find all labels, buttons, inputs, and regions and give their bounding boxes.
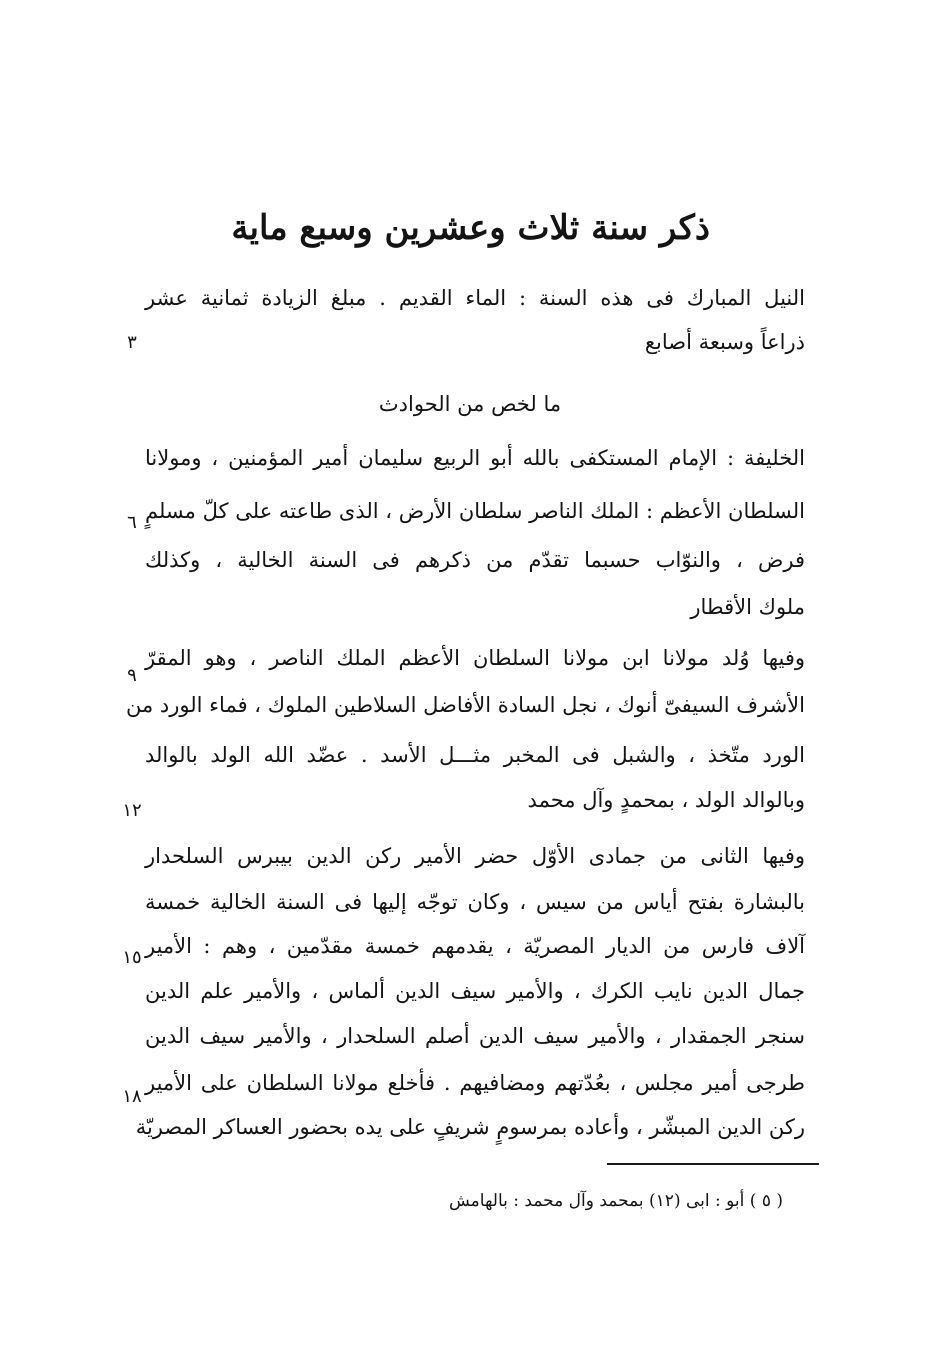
footnote-divider — [607, 1163, 819, 1165]
text-line: وبالوالد الولد ، بمحمدٍ وآل محمد — [527, 788, 805, 812]
text-line: السلطان الأعظم : الملك الناصر سلطان الأرض ، الذى طاعته على كلّ مسلمٍ — [145, 499, 805, 523]
line-number: ٩ — [127, 665, 137, 686]
text-line: الخليفة : الإمام المستكفى بالله أبو الربيع سليمان أمير المؤمنين ، ومولانا — [145, 446, 805, 470]
text-line: النيل المبارك فى هذه السنة : الماء القديم . مبلغ الزيادة ثمانية عشر — [145, 286, 805, 310]
text-line: بالبشارة بفتح أياس من سيس ، وكان توجّه إليها فى السنة الخالية خمسة — [145, 890, 805, 914]
text-line: ركن الدين المبشّر ، وأعاده بمرسومٍ شريفٍ على يده بحضور العساكر المصريّة — [135, 1115, 805, 1139]
text-line: فرض ، والنوّاب حسبما تقدّم من ذكرهم فى السنة الخالية ، وكذلك — [145, 548, 805, 572]
line-number: ١٨ — [122, 1086, 142, 1107]
text-line: طرجى أمير مجلس ، بعُدّتهم ومضافيهم . فأخلع مولانا السلطان على الأمير — [145, 1071, 805, 1095]
text-line: الأشرف السيفىّ أنوك ، نجل السادة الأفاضل السلاطين الملوك ، فماء الورد من — [126, 693, 805, 717]
line-number: ١٥ — [122, 947, 142, 968]
line-number: ٣ — [127, 332, 137, 353]
text-line: ذراعاً وسبعة أصابع — [644, 330, 805, 354]
text-line: الورد متّخذ ، والشبل فى المخبر مثـــل الأسد . عضّد الله الولد بالوالد — [145, 743, 805, 767]
footnote: ( ٥ ) أبو : ابى (١٢) بمحمد وآل محمد : بالهامش — [449, 1191, 783, 1211]
text-line: جمال الدين نايب الكرك ، والأمير سيف الدين ألماس ، والأمير علم الدين — [145, 979, 805, 1003]
text-line: آلاف فارس من الديار المصريّة ، يقدمهم خمسة مقدّمين ، وهم : الأمير — [145, 934, 805, 958]
text-line: ملوك الأقطار — [690, 595, 805, 619]
line-number: ١٢ — [122, 800, 142, 821]
text-line: سنجر الجمقدار ، والأمير سيف الدين أصلم السلحدار ، والأمير سيف الدين — [145, 1024, 805, 1048]
line-number: ٦ — [127, 512, 137, 533]
text-line: وفيها وُلد مولانا ابن مولانا السلطان الأعظم الملك الناصر ، وهو المقرّ — [145, 646, 805, 670]
section-heading: ما لخص من الحوادث — [378, 392, 562, 416]
text-line: وفيها الثانى من جمادى الأوّل حضر الأمير ركن الدين بيبرس السلحدار — [145, 844, 805, 868]
page-title: ذكر سنة ثلاث وعشرين وسبع ماية — [231, 208, 710, 248]
